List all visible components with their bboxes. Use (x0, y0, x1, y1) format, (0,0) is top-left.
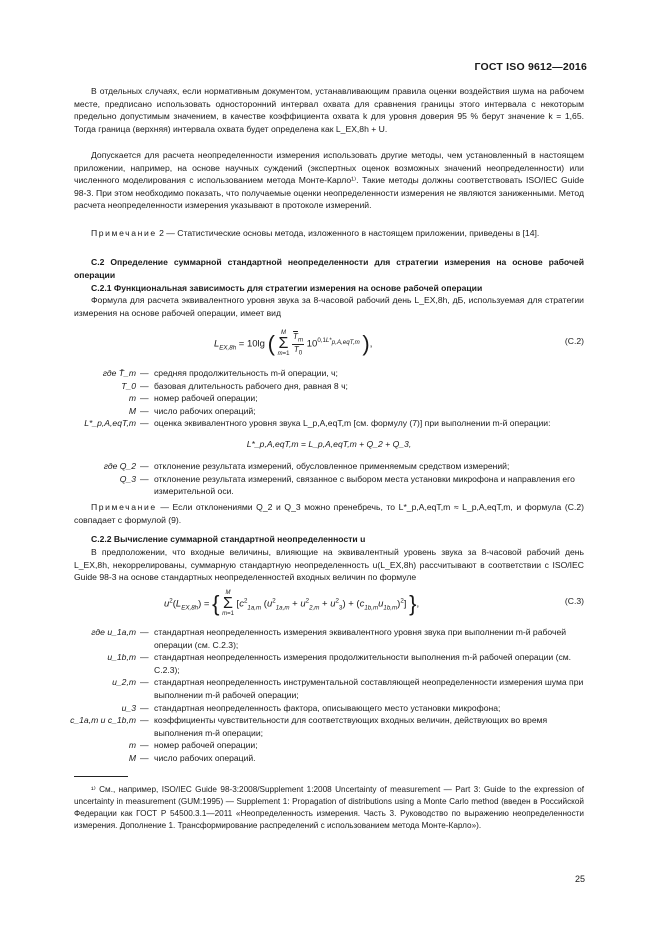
footnote: ¹⁾ См., например, ISO/IEC Guide 98-3:2008/Supplement 1:2008 Uncertainty of measurement — Part 3: Guide to the expression of uncertainty in measurement (GUM:1995) — Supplement 1: Propagation of distributions using a Monte Carlo method (введен в Российской Федерации как ГОСТ Р 54500.3.1—2011 «Неопределенность измерения. Часть 3. Руководство по выражению неопределенности измерения. Дополнение 1. Трансформирование распределений с использованием метода Монте-Карло»). (74, 785, 584, 830)
legend-item: u_2,m — стандартная неопределенность инструментальной составляющей неопределенности измерения шума при выполнении m-й рабочей операции; (112, 677, 584, 700)
note-2 (74, 227, 584, 240)
legend-symbol: где u_1a,m (91, 627, 136, 637)
legend-description: номер рабочей операции; (154, 740, 258, 751)
legend-item: M — число рабочих операций. (74, 752, 584, 765)
legend-item: u_3 — стандартная неопределенность фактора, описывающего место установки микрофона; (74, 702, 584, 715)
legend-description: число рабочих операций; (154, 405, 256, 416)
legend-description: стандартная неопределенность инструментальной составляющей неопределенности измерения шума при выполнении m-й рабочей операции; (154, 677, 584, 700)
footnote-separator (74, 776, 128, 777)
legend-item: где u_1a,m — стандартная неопределенность измерения эквивалентного уровня звука при выполнении m-й рабочей операции (см. C.2.3); (74, 626, 584, 651)
legend-symbol: c_1a,m и c_1b,m (70, 715, 136, 726)
legend-q (74, 460, 584, 498)
legend-symbol: m (128, 393, 136, 404)
legend-symbol: u_2,m (112, 677, 136, 688)
paragraph-other-methods: Допускается для расчета неопределенности измерения использовать другие методы, чем установленный в настоящем приложении, например, на основе научных суждений (экспертных оценок возможных значений неопределенности) или численного моделирования с использованием метода Монте-Карло¹⁾. Такие методы должны соответствовать ISO/IEC Guide 98-3. При этом необходимо показать, что получаемые оценки неопределенности измерения не являются заниженными. Метод расчета неопределенности измерения указывают в протоколе измерений. (74, 150, 584, 211)
equation-c3-formula: $u^2(L_{EX,8h})$ = { M Σ m=1 [$c^2_{1a,m}$ $(u^2_{1a,m} + u^2_{2,m} + u^2_3) + (c_{1b,m}u_{1b,m})^2$] }, (164, 590, 420, 617)
legend-c3 (70, 626, 584, 765)
equation-c3-number: (C.3) (564, 596, 584, 606)
legend-symbol: u_1b,m (107, 652, 136, 663)
legend-item: T_0 — базовая длительность рабочего дня, равная 8 ч; (74, 380, 584, 393)
legend-description: отклонение результата измерений, связанное с выбором места установки микрофона и направления его измерительной оси. (154, 473, 575, 497)
section-c22-text: В предположении, что входные величины, влияющие на эквивалентный уровень звука за 8-часовой рабочий день L_EX,8h, некоррелированы, суммарную стандартную неопределенность u(L_EX,8h) рассчитывают в соответствии с ISO/IEC Guide 98-3 на основе стандартных неопределенностей входных величин по формуле (74, 547, 584, 583)
legend-item: u_1b,m — стандартная неопределенность измерения продолжительности выполнения m-й рабочей операции (см. C.2.3); (74, 651, 584, 676)
legend-description: базовая длительность рабочего дня, равная 8 ч; (154, 380, 348, 391)
equation-c2 (74, 322, 584, 362)
note-q (74, 501, 584, 526)
section-c22-title: C.2.2 Вычисление суммарной стандартной неопределенности u (91, 534, 366, 544)
note-2-label: Примечание (91, 228, 157, 238)
equation-c2-formula: $L_{EX,8h} = 10\lg$ ( M Σ m=1 $\frac{\overline{T}_m}{T_0}$ $10^{0,1L*_{p,A,eqT,m}}$ ), (214, 330, 373, 357)
section-c21-title: C.2.1 Функциональная зависимость для стратегии измерения на основе рабочей операции (91, 283, 483, 293)
legend-symbol: M (128, 405, 136, 416)
legend-item: где T̄_m — средняя продолжительность m-й операции, ч; (74, 367, 584, 380)
legend-symbol: T_0 (121, 380, 136, 391)
legend-c2 (74, 367, 584, 430)
legend-item: M — число рабочих операций; (74, 405, 584, 418)
legend-description: число рабочих операций. (154, 752, 256, 763)
paragraph-one-sided-interval: В отдельных случаях, если нормативным документом, устанавливающим правила оценки воздействия шума на рабочем месте, предписано использовать односторонний интервал охвата для сравнения границы этого интервала с некоторым предельно допустимым значением, в качестве коэффициента охвата k для уровня доверия 95 % берут значение k = 1,65. Тогда граница (верхняя) интервала охвата будет определена как L_EX,8h + U. (74, 86, 584, 134)
legend-item: m — номер рабочей операции; (74, 392, 584, 405)
equation-c2-number: (C.2) (564, 336, 584, 346)
legend-item: где Q_2 — отклонение результата измерений, обусловленное применяемым средством измерений; (74, 460, 584, 473)
legend-symbol: где Q_2 (103, 461, 136, 471)
section-c2-title: C.2 Определение суммарной стандартной неопределенности для стратегии измерения на основе рабочей операции (74, 257, 584, 280)
page-number: 25 (574, 874, 585, 884)
note-2-text: 2 — Статистические основы метода, изложенного в настоящем приложении, приведены в [14]. (156, 228, 540, 238)
legend-item: Q_3 — отклонение результата измерений, связанное с выбором места установки микрофона и направления его измерительной оси. (74, 473, 584, 498)
legend-item: L*_p,A,eqT,m — оценка эквивалентного уровня звука L_p,A,eqT,m [см. формулу (7)] при выполнении m-й операции: (74, 417, 584, 430)
legend-description: средняя продолжительность m-й операции, ч; (154, 368, 338, 378)
legend-item: c_1a,m и c_1b,m — коэффициенты чувствительности для соответствующих входных величин, действующих во время выполнения m-й операции; (74, 714, 584, 739)
legend-symbol: L*_p,A,eqT,m (84, 418, 136, 429)
legend-symbol: m (128, 740, 136, 751)
equation-c3 (74, 582, 584, 622)
legend-description: стандартная неопределенность измерения продолжительности выполнения m-й рабочей операции (см. C.2.3); (154, 652, 572, 675)
legend-description: отклонение результата измерений, обусловленное применяемым средством измерений; (154, 461, 510, 471)
legend-symbol: Q_3 (119, 473, 136, 484)
document-header: ГОСТ ISO 9612—2016 (474, 61, 587, 73)
note-label: Примечание (91, 502, 157, 512)
legend-description: стандартная неопределенность фактора, описывающего место установки микрофона; (154, 702, 501, 713)
legend-symbol: u_3 (121, 702, 136, 713)
section-c21-text: Формула для расчета эквивалентного уровня звука за 8-часовой рабочий день L_EX,8h, дБ, используемая для стратегии измерения на основе рабочей операции, имеет вид (74, 295, 584, 318)
equation-lstar: L*_p,A,eqT,m = L_p,A,eqT,m + Q_2 + Q_3, (246, 439, 412, 449)
legend-symbol: где T̄_m (102, 368, 136, 378)
legend-description: оценка эквивалентного уровня звука L_p,A,eqT,m [см. формулу (7)] при выполнении m-й операции: (154, 418, 551, 429)
legend-description: коэффициенты чувствительности для соответствующих входных величин, действующих во время выполнения m-й операции; (154, 715, 548, 738)
note-text: — Если отклонениями Q_2 и Q_3 можно пренебречь, то L*_p,A,eqT,m ≈ L_p,A,eqT,m, и формула (C.2) совпадает с формулой (9). (74, 502, 584, 525)
legend-description: номер рабочей операции; (154, 393, 258, 404)
legend-item: m — номер рабочей операции; (74, 739, 584, 752)
legend-description: стандартная неопределенность измерения эквивалентного уровня звука при выполнении m-й рабочей операции (см. C.2.3); (154, 627, 567, 650)
legend-symbol: M (128, 752, 136, 763)
